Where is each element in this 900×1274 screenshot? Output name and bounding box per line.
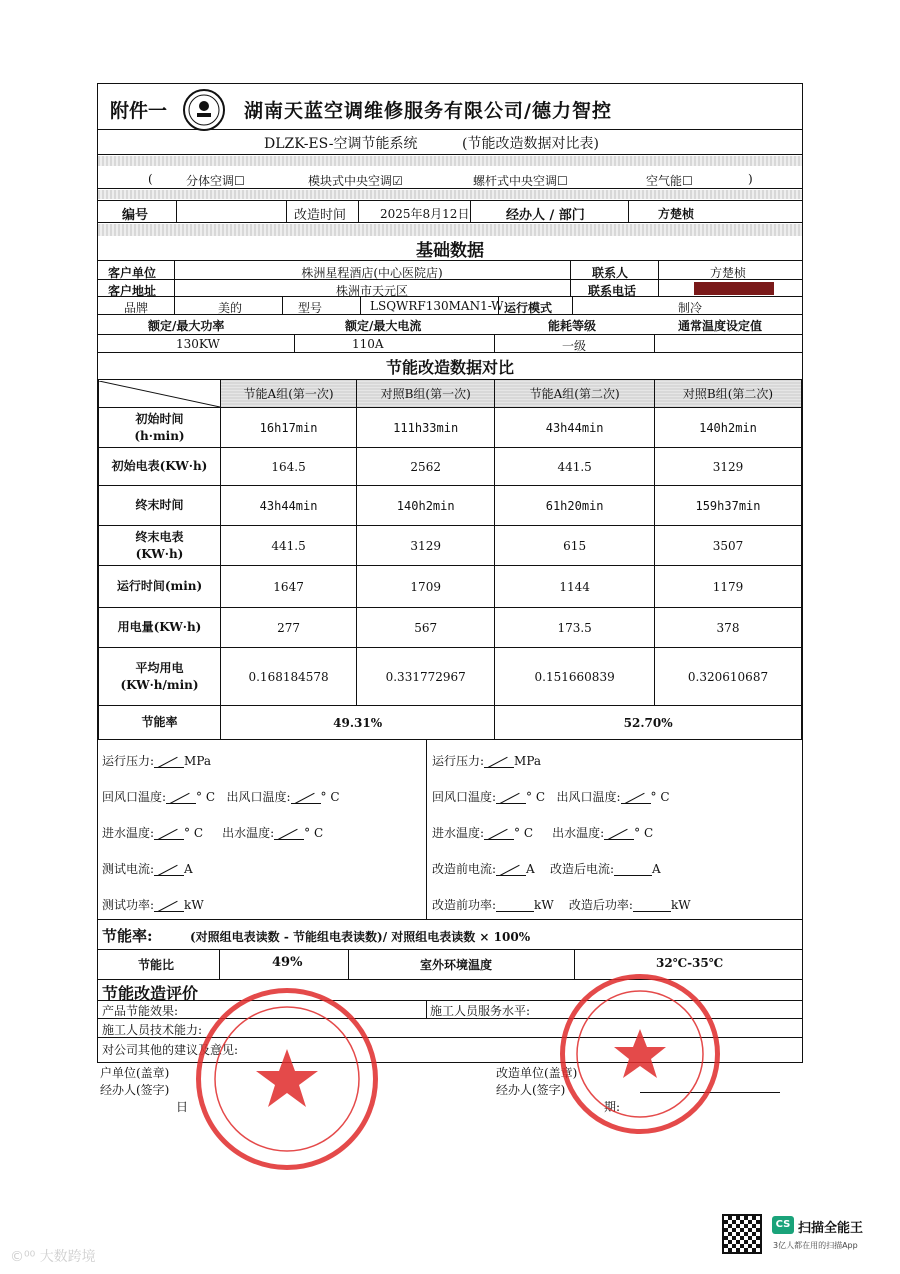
row-label: 平均用电 xyxy=(135,660,184,675)
env-label: 室外环境温度 xyxy=(420,958,493,972)
cell: 43h44min xyxy=(221,486,357,526)
grade-label: 能耗等级 xyxy=(548,319,597,333)
company-name: 湖南天蓝空调维修服务有限公司/德力智控 xyxy=(244,100,612,122)
comparison-table xyxy=(98,379,802,740)
pressure-unit: MPa xyxy=(184,754,212,768)
deg-unit: ° C xyxy=(634,826,654,840)
rate-label: 节能率 xyxy=(99,706,221,740)
current-label: 测试电流: xyxy=(102,862,155,876)
cell: 0.320610687 xyxy=(655,648,802,706)
ratio-label: 节能比 xyxy=(138,958,175,972)
gray-band xyxy=(98,156,802,166)
row-label: 初始时间 xyxy=(135,411,184,426)
cell: 0.331772967 xyxy=(357,648,495,706)
row-sublabel: (KW·h/min) xyxy=(120,677,199,692)
gray-band xyxy=(98,224,802,236)
table-row xyxy=(99,608,802,648)
deg-unit: ° C xyxy=(196,790,216,804)
ac-types-open: ( xyxy=(148,172,153,186)
corner-cell xyxy=(99,380,221,408)
system-subtitle: (节能改造数据对比表) xyxy=(462,136,599,152)
cell: 1709 xyxy=(357,566,495,608)
watermark-icon: ©⁰⁰ xyxy=(10,1249,36,1265)
right-person-label: 经办人(签字) xyxy=(496,1083,566,1097)
water-out-label: 出水温度: xyxy=(552,826,605,840)
water-in-label: 进水温度: xyxy=(102,826,155,840)
mode-value: 制冷 xyxy=(678,301,703,315)
contact-value: 方楚桢 xyxy=(710,266,747,280)
cell: 0.151660839 xyxy=(495,648,655,706)
col-header: 对照B组(第二次) xyxy=(655,380,802,408)
effect-label: 产品节能效果: xyxy=(102,1004,179,1018)
row-label: 初始电表(KW·h) xyxy=(111,459,208,473)
current-after-label: 改造后电流: xyxy=(549,862,615,876)
col-header: 节能A组(第一次) xyxy=(221,380,357,408)
no-label: 编号 xyxy=(122,208,149,223)
pressure-label: 运行压力: xyxy=(102,754,155,768)
customer-value: 株洲星程酒店(中心医院店) xyxy=(301,266,443,280)
qr-code-icon xyxy=(722,1214,762,1254)
power-unit: kW xyxy=(670,898,691,912)
left-unit-label: 户单位(盖章) xyxy=(100,1066,170,1080)
attachment-label: 附件一 xyxy=(110,100,168,122)
date-label: 改造时间 xyxy=(294,208,347,223)
power-label: 测试功率: xyxy=(102,898,155,912)
left-date-label: 日 xyxy=(176,1100,189,1114)
phone-label: 联系电话 xyxy=(588,284,637,298)
rate-first: 49.31% xyxy=(221,706,495,740)
row-label: 运行时间(min) xyxy=(116,579,203,593)
scanner-sub: 3亿人都在用的扫描App xyxy=(773,1241,858,1250)
company-logo xyxy=(182,88,226,132)
cell: 378 xyxy=(655,608,802,648)
left-person-label: 经办人(签字) xyxy=(100,1083,170,1097)
deg-unit: ° C xyxy=(650,790,670,804)
table-row xyxy=(99,566,802,608)
water-in-label: 进水温度: xyxy=(432,826,485,840)
power-before-label: 改造前功率: xyxy=(432,898,497,912)
watermark xyxy=(10,1246,96,1266)
col-header: 对照B组(第一次) xyxy=(357,380,495,408)
cell: 2562 xyxy=(357,448,495,486)
phone-redacted xyxy=(694,282,774,295)
brand-value: 美的 xyxy=(218,301,243,315)
date-value: 2025年8月12日 xyxy=(380,207,470,221)
row-label: 终末时间 xyxy=(135,498,184,512)
test-right xyxy=(432,752,691,932)
service-label: 施工人员服务水平: xyxy=(430,1004,531,1018)
current-unit: A xyxy=(652,862,661,876)
advice-label: 对公司其他的建议及意见: xyxy=(102,1043,239,1057)
customer-label: 客户单位 xyxy=(108,266,157,280)
grade-value: 一级 xyxy=(562,339,587,353)
table-row xyxy=(99,448,802,486)
address-label: 客户地址 xyxy=(108,284,157,298)
cell: 111h33min xyxy=(357,408,495,448)
cell: 3129 xyxy=(357,526,495,566)
formula-label: 节能率: xyxy=(102,927,153,945)
contact-label: 联系人 xyxy=(592,266,629,280)
power-label: 额定/最大功率 xyxy=(148,319,225,333)
deg-unit: ° C xyxy=(184,826,204,840)
mode-label: 运行模式 xyxy=(504,301,553,315)
current-before-label: 改造前电流: xyxy=(432,862,497,876)
deg-unit: ° C xyxy=(304,826,324,840)
right-date-label: 期: xyxy=(604,1100,621,1114)
cell: 3507 xyxy=(655,526,802,566)
model-label: 型号 xyxy=(298,301,323,315)
current-label: 额定/最大电流 xyxy=(345,319,422,333)
cell: 164.5 xyxy=(221,448,357,486)
table-row xyxy=(99,486,802,526)
table-row xyxy=(99,648,802,706)
power-unit: kW xyxy=(184,898,204,912)
cell: 441.5 xyxy=(221,526,357,566)
current-value: 110A xyxy=(352,337,384,351)
form-sheet xyxy=(97,83,803,1063)
table-row xyxy=(99,526,802,566)
ac-type-screw[interactable]: 螺杆式中央空调☐ xyxy=(473,174,568,188)
row-sublabel: (KW·h) xyxy=(135,546,184,561)
cell: 567 xyxy=(357,608,495,648)
basic-title: 基础数据 xyxy=(416,241,484,261)
return-air-label: 回风口温度: xyxy=(432,790,497,804)
env-value: 32℃-35℃ xyxy=(656,956,724,970)
pressure-label: 运行压力: xyxy=(432,754,485,768)
deg-unit: ° C xyxy=(320,790,340,804)
handler-label: 经办人 / 部门 xyxy=(506,208,585,223)
comparison-title: 节能改造数据对比 xyxy=(385,358,514,377)
cell: 140h2min xyxy=(357,486,495,526)
cell: 0.168184578 xyxy=(221,648,357,706)
cs-logo-icon: CS xyxy=(772,1216,794,1234)
customer-stamp xyxy=(196,988,378,1170)
cell: 615 xyxy=(495,526,655,566)
handler-value: 方楚桢 xyxy=(658,207,695,221)
cell: 43h44min xyxy=(495,408,655,448)
system-title: DLZK-ES-空调节能系统 xyxy=(264,136,418,152)
ac-type-air-energy[interactable]: 空气能☐ xyxy=(646,174,693,188)
power-unit: kW xyxy=(534,898,554,912)
address-value: 株洲市天元区 xyxy=(335,284,408,298)
deg-unit: ° C xyxy=(526,790,546,804)
table-row xyxy=(99,408,802,448)
outlet-air-label: 出风口温度: xyxy=(226,790,291,804)
company-stamp xyxy=(560,974,720,1134)
row-sublabel: (h·min) xyxy=(134,428,185,443)
deg-unit: ° C xyxy=(514,826,534,840)
water-out-label: 出水温度: xyxy=(222,826,275,840)
right-unit-label: 改造单位(盖章) xyxy=(496,1066,578,1080)
rate-second: 52.70% xyxy=(495,706,802,740)
power-after-label: 改造后功率: xyxy=(568,898,633,912)
cell: 61h20min xyxy=(495,486,655,526)
cell: 1647 xyxy=(221,566,357,608)
cell: 140h2min xyxy=(655,408,802,448)
model-value: LSQWRF130MAN1-W xyxy=(370,299,504,313)
cell: 1144 xyxy=(495,566,655,608)
col-header: 节能A组(第二次) xyxy=(495,380,655,408)
evaluation-title: 节能改造评价 xyxy=(102,984,199,1003)
temp-label: 通常温度设定值 xyxy=(678,319,763,333)
ac-types-close: ) xyxy=(748,172,753,186)
pressure-unit: MPa xyxy=(514,754,542,768)
current-unit: A xyxy=(184,862,193,876)
cell: 3129 xyxy=(655,448,802,486)
cell: 173.5 xyxy=(495,608,655,648)
current-unit: A xyxy=(526,862,535,876)
power-value: 130KW xyxy=(176,337,220,351)
cell: 441.5 xyxy=(495,448,655,486)
return-air-label: 回风口温度: xyxy=(102,790,167,804)
formula-text: (对照组电表读数 - 节能组电表读数)/ 对照组电表读数 × 100% xyxy=(190,930,531,944)
rate-row xyxy=(99,706,802,740)
brand-label: 品牌 xyxy=(124,301,149,315)
ac-type-modular[interactable]: 模块式中央空调☑ xyxy=(308,174,403,188)
watermark-text: 大数跨境 xyxy=(39,1249,96,1265)
test-left xyxy=(102,752,340,932)
row-label: 终末电表 xyxy=(135,529,184,544)
cell: 277 xyxy=(221,608,357,648)
scanner-name: 扫描全能王 xyxy=(798,1221,864,1236)
outlet-air-label: 出风口温度: xyxy=(556,790,621,804)
ac-type-split[interactable]: 分体空调☐ xyxy=(186,174,245,188)
row-label: 用电量(KW·h) xyxy=(117,620,202,634)
gray-band xyxy=(98,190,802,199)
ratio-value: 49% xyxy=(272,955,303,970)
skill-label: 施工人员技术能力: xyxy=(102,1023,203,1037)
cell: 1179 xyxy=(655,566,802,608)
cell: 16h17min xyxy=(221,408,357,448)
cell: 159h37min xyxy=(655,486,802,526)
